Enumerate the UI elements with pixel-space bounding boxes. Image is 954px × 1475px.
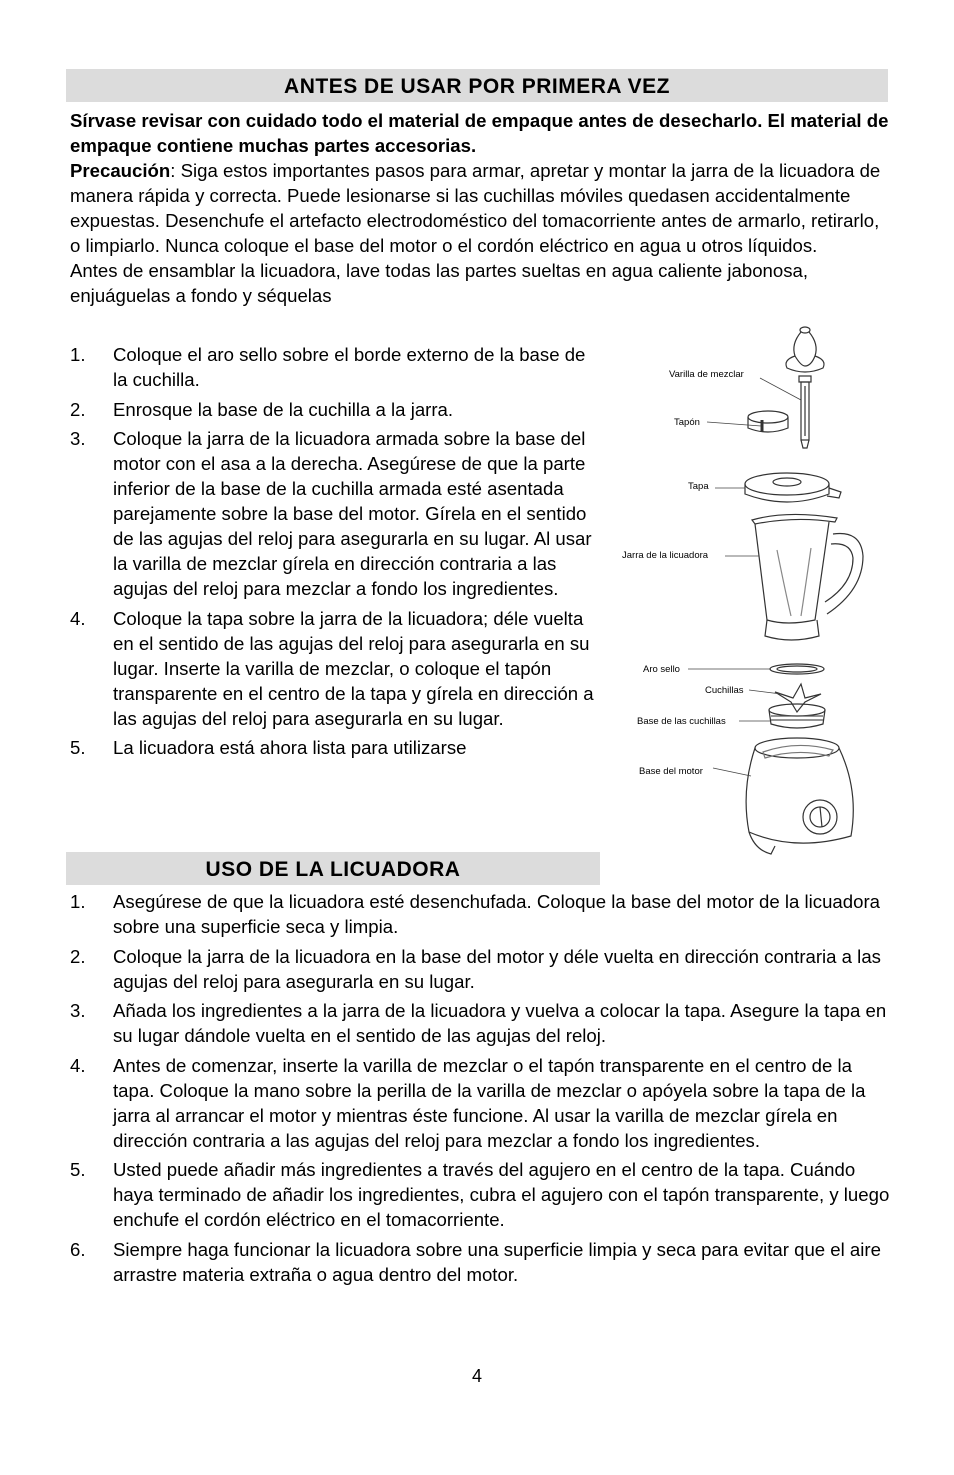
step-number: 6. [70,1238,86,1260]
step-text: Antes de comenzar, inserte la varilla de mezclar o el tapón transparente en el centro de la tapa. Coloque la mano sobre la perilla de la varilla de mezclar o apóyela sobre la tapa de la jarra al arrancar el motor y mientras éste funcione. Al usar la varilla de mezclar gírela en dirección contraria a las agujas del reloj para mezclar a fondo los ingredientes. [113,1054,866,1151]
step-number: 4. [70,607,86,629]
blender-exploded-diagram [615,320,885,870]
section-title: ANTES DE USAR POR PRIMERA VEZ [284,75,670,98]
list-item [70,735,600,760]
label-motor-base: Base del motor [639,766,703,777]
list-item [70,606,600,731]
list-item [70,998,890,1048]
leader-line [707,422,761,426]
packaging-warning: Sírvase revisar con cuidado todo el material de empaque antes de desecharlo. El material de empaque contiene muchas partes accesorias. [70,110,889,156]
label-seal-ring: Aro sello [643,664,680,675]
step-number: 2. [70,945,86,967]
step-text: Siempre haga funcionar la licuadora sobre una superficie limpia y seca para evitar que el aire arrastre materia extraña o agua dentro del motor. [113,1238,881,1285]
label-stirring-stick: Varilla de mezclar [669,369,744,380]
stopper-icon [748,411,788,432]
blender-illustration [615,320,885,870]
step-text: Coloque la tapa sobre la jarra de la licuadora; déle vuelta en el sentido de las agujas del reloj para asegurarla en su lugar. Inserte la varilla de mezclar, o coloque el tapón transparente en el centro de la tapa y gírela en dirección a las agujas del reloj para asegurarla en su lugar. [113,607,594,729]
leader-line [760,378,801,400]
section-title: USO DE LA LICUADORA [205,858,461,881]
intro-block [70,108,890,308]
step-number: 5. [70,1159,86,1180]
step-number: 1. [70,891,86,912]
label-blade-base: Base de las cuchillas [637,716,726,727]
blade-base-icon [769,704,825,728]
usage-steps [70,889,890,1291]
step-number: 1. [70,344,86,365]
blades-icon [775,684,821,712]
step-text: Enrosque la base de la cuchilla a la jarra. [113,398,454,420]
label-stopper: Tapón [674,417,700,428]
list-item [70,397,600,422]
step-text: Coloque el aro sello sobre el borde externo de la base de la cuchilla. [113,344,586,390]
step-number: 5. [70,737,86,758]
section-header-before-first-use [66,69,888,102]
seal-ring-icon [770,664,824,674]
label-lid: Tapa [688,481,709,492]
list-item [70,889,890,939]
stirring-stick-icon [786,327,824,448]
lid-icon [745,473,841,502]
list-item [70,1237,890,1287]
caution-text: : Siga estos importantes pasos para armar, apretar y montar la jarra de la licuadora de manera rápida y correcta. Puede lesionarse si las cuchillas móviles quedasen accidentalmente expuestas. Desenchufe el artefacto electrodoméstico del tomacorriente antes de armarlo, retirarlo, o limpiarlo. Nunca coloque el base del motor o el cordón eléctrico en agua u otros líquidos. [70,160,881,256]
page-number: 4 [471,1366,482,1386]
label-jar: Jarra de la licuadora [622,550,709,561]
step-text: La licuadora está ahora lista para utilizarse [113,737,467,758]
step-text: Añada los ingredientes a la jarra de la licuadora y vuelva a colocar la tapa. Asegure la tapa en su lugar dándole vuelta en el sentido de las agujas del reloj. [113,1000,887,1046]
label-blades: Cuchillas [705,685,744,696]
caution-paragraph [70,158,890,258]
step-text: Coloque la jarra de la licuadora en la base del motor y déle vuelta en dirección contraria a las agujas del reloj para asegurarla en su lugar. [113,945,881,992]
wash-instructions: Antes de ensamblar la licuadora, lave todas las partes sueltas en agua caliente jabonosa, enjuáguelas a fondo y séquelas [70,260,809,306]
jar-icon [752,514,863,640]
leader-line [713,768,751,776]
list-item [70,944,890,994]
step-text: Usted puede añadir más ingredientes a través del agujero en el centro de la tapa. Cuándo haya terminado de añadir los ingredientes, cubra el agujero con el tapón transparente, y luego enchufe el cordón eléctrico en el tomacorriente. [113,1159,890,1230]
step-number: 3. [70,1000,86,1021]
section-header-using-blender [66,852,600,885]
step-number: 2. [70,398,86,420]
step-text: Coloque la jarra de la licuadora armada sobre la base del motor con el asa a la derecha. Asegúrese de que la parte inferior de la base de la cuchilla armada esté asentada parejamente sobre la base del motor. Gírela en el sentido de las agujas del reloj para asegurarla en su lugar. Al usar la varilla de mezclar gírela en dirección contraria a las agujas del reloj para mezclar a fondo los ingredientes. [113,428,592,599]
list-item [70,1053,890,1153]
list-item [70,426,600,601]
motor-base-icon [746,738,853,854]
list-item [70,1157,890,1232]
list-item [70,342,600,392]
caution-label: Precaución [70,160,171,181]
assembly-steps [70,342,600,765]
step-number: 3. [70,428,86,449]
step-text: Asegúrese de que la licuadora esté desenchufada. Coloque la base del motor de la licuadora sobre una superficie seca y limpia. [113,891,880,937]
step-number: 4. [70,1054,86,1076]
